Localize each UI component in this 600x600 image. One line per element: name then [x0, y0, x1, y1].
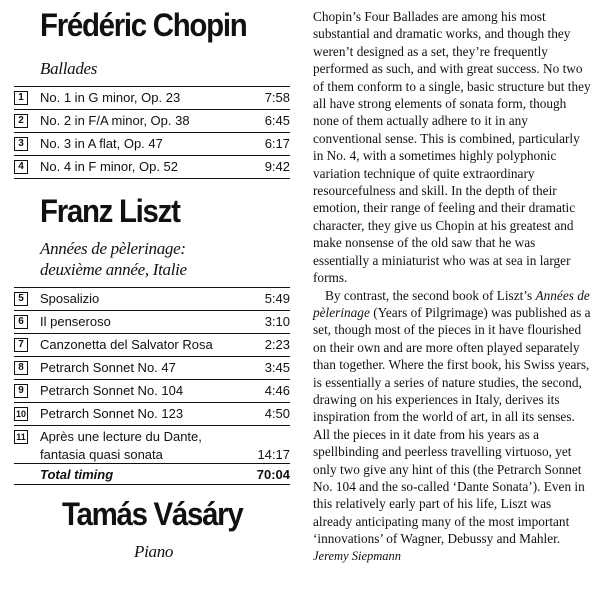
track-number: 7 [14, 338, 28, 352]
divider [14, 484, 290, 485]
track-duration: 14:17 [257, 447, 290, 462]
divider [14, 310, 290, 311]
notes-text: (Years of Pilgrimage) was published as a set, though most of the pieces in it have flourished on their own and are more often played separately than together. Where the first book, his Swiss years, is essentially a series of nature studies, the second, drawing on his experiences in Italy, derives its inspiration from the world of art, in all its senses. All the pieces in it date from his years as a spellbinding and peerless travelling virtuoso, yet only two give any hint of this (the Petrarch Sonnet No. 104 and the so-called ‘Dante Sonata’). Even in this relatively early part of his life, Liszt was already anticipating many of the most important ‘innovations’ of Wagner, Debussy and Mahler. [313, 304, 591, 547]
track-number: 5 [14, 292, 28, 306]
track-number: 3 [14, 137, 28, 151]
divider [14, 333, 290, 334]
track-duration: 3:10 [264, 314, 290, 329]
performer-name: Tamás Vásáry [62, 496, 243, 532]
composer-liszt-heading: Franz Liszt [40, 193, 180, 229]
performer-instrument: Piano [134, 542, 174, 561]
divider [14, 86, 290, 87]
chopin-work-title: Ballades [40, 59, 98, 78]
divider [14, 379, 290, 380]
track-number: 2 [14, 114, 28, 128]
notes-work-title: Années de pèlerinage [313, 287, 590, 320]
track-number: 11 [14, 430, 28, 444]
track-duration: 9:42 [264, 159, 290, 174]
notes-paragraph-liszt [313, 287, 591, 548]
track-duration: 7:58 [264, 90, 290, 105]
track-title-line1: Après une lecture du Dante, [40, 429, 202, 444]
track-title: No. 1 in G minor, Op. 23 [40, 90, 181, 105]
author-signature: Jeremy Siepmann [313, 548, 402, 563]
liszt-work-title-line1: Années de pèlerinage: [40, 239, 186, 258]
divider [14, 178, 290, 179]
track-duration: 3:45 [264, 360, 290, 375]
liszt-work-title-line2: deuxième année, Italie [40, 260, 187, 279]
track-number: 8 [14, 361, 28, 375]
divider [14, 425, 290, 426]
track-title: Sposalizio [40, 291, 100, 306]
track-number: 10 [15, 409, 26, 419]
divider [14, 287, 290, 288]
liner-notes [313, 8, 591, 565]
track-title: No. 4 in F minor, Op. 52 [40, 159, 179, 174]
track-title: Il penseroso [40, 314, 111, 329]
track-title: Petrarch Sonnet No. 104 [40, 383, 184, 398]
track-title: No. 2 in F/A minor, Op. 38 [40, 113, 190, 128]
track-title: Canzonetta del Salvator Rosa [40, 337, 213, 352]
track-duration: 6:45 [264, 113, 290, 128]
track-duration: 2:23 [264, 337, 290, 352]
track-title: Petrarch Sonnet No. 123 [40, 406, 184, 421]
track-number: 1 [14, 91, 28, 105]
track-duration: 4:50 [264, 406, 290, 421]
track-title-line2: fantasia quasi sonata [40, 447, 163, 462]
track-number: 6 [14, 315, 28, 329]
divider [14, 402, 290, 403]
divider [14, 132, 290, 133]
track-number: 9 [14, 384, 28, 398]
composer-chopin-heading: Frédéric Chopin [40, 7, 247, 43]
track-title: Petrarch Sonnet No. 47 [40, 360, 176, 375]
notes-text: By contrast, the second book of Liszt’s [325, 287, 536, 303]
total-timing-label: Total timing [40, 467, 114, 482]
track-duration: 4:46 [264, 383, 290, 398]
track-number: 4 [14, 160, 28, 174]
track-duration: 5:49 [264, 291, 290, 306]
divider [14, 356, 290, 357]
track-duration: 6:17 [264, 136, 290, 151]
notes-paragraph-chopin: Chopin’s Four Ballades are among his most substantial and dramatic works, and though they weren’t designed as a set, they’re frequently performed as such, and with great success. No two of them conform to a single, basic structure but they all have strong elements of sonata form, though none of them actually adhere to it in any conventional sense. This is combined, particularly in No. 4, with a sometimes highly polyphonic variation technique of quite extraordinary resourcefulness and skill. In the depth of their emotion, their range of feeling and their dramatic character, they give us Chopin at his greatest and make nonsense of the old saw that he was essentially a miniaturist who was at sea in larger forms. [313, 9, 591, 286]
total-timing-value: 70:04 [256, 467, 290, 482]
divider [14, 109, 290, 110]
track-title: No. 3 in A flat, Op. 47 [40, 136, 163, 151]
divider [14, 155, 290, 156]
divider [14, 463, 290, 464]
